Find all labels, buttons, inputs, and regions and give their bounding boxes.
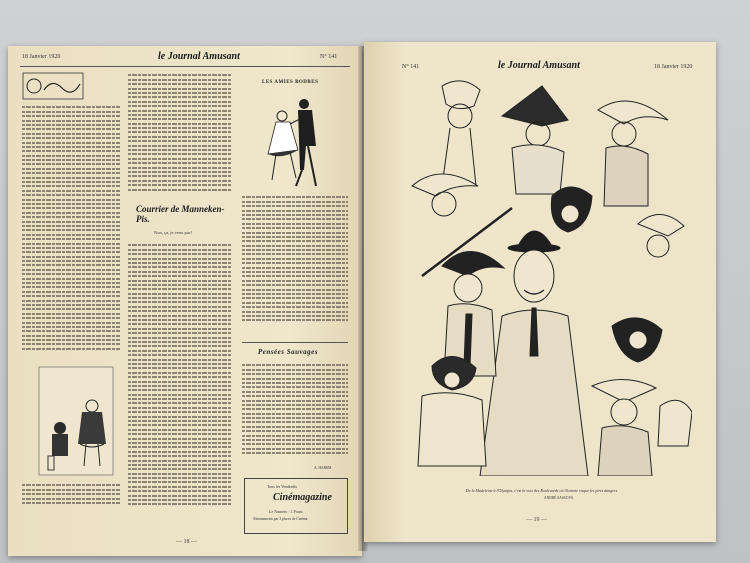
right-page [364,42,716,542]
fashion-crowd-illustration [392,76,692,476]
ad-line-1: Tous les Vendredis [267,484,298,489]
manneken-pis-subtitle: Non, ça, je veux pas! [154,230,192,235]
manneken-pis-title: Courrier de Manneken-Pis. [136,204,225,224]
pensees-title: Pensées Sauvages [258,348,318,356]
right-page-date: 18 Janvier 1920 [654,64,693,70]
left-page-date: 18 Janvier 1920 [22,54,61,60]
ad-line-2: Le Numéro : 1 Franc. [269,509,304,514]
right-page-number: — 19 — [526,517,547,523]
right-masthead: le Journal Amusant [498,60,580,71]
column-title-drawing [22,72,84,100]
ad-brand: Cinémagazine [273,492,332,503]
left-page-number: — 18 — [176,539,197,545]
ad-line-3: Abonnements par 3 places de Cinéma [253,517,308,521]
left-masthead: le Journal Amusant [158,51,240,62]
cinemagazine-ad [244,478,348,534]
pensees-top-rule [242,342,348,343]
left-page [8,46,362,556]
dancing-couple-illustration [246,90,346,190]
pensees-text [242,362,348,466]
column-2-text-bottom [128,242,232,532]
right-page-number-header: N° 141 [402,64,420,70]
illustration-caption: De la Madeleine à l'Olympia, c'est la voix des Boulevards où l'homme risque les pires dangers. [465,488,619,493]
left-page-number-header: N° 141 [320,54,338,60]
pensees-signature: A. HAREM [314,466,332,470]
caption-under-children [22,482,120,512]
illustration-caption-author: ANDRÉ SASSOVA [544,496,574,500]
column-3-text-top [242,194,348,334]
children-illustration [38,366,114,476]
header-rule [20,66,350,67]
amies-header: LES AMIES BODBES [262,80,319,85]
column-1-text [22,104,120,366]
column-2-text-top [128,72,232,202]
